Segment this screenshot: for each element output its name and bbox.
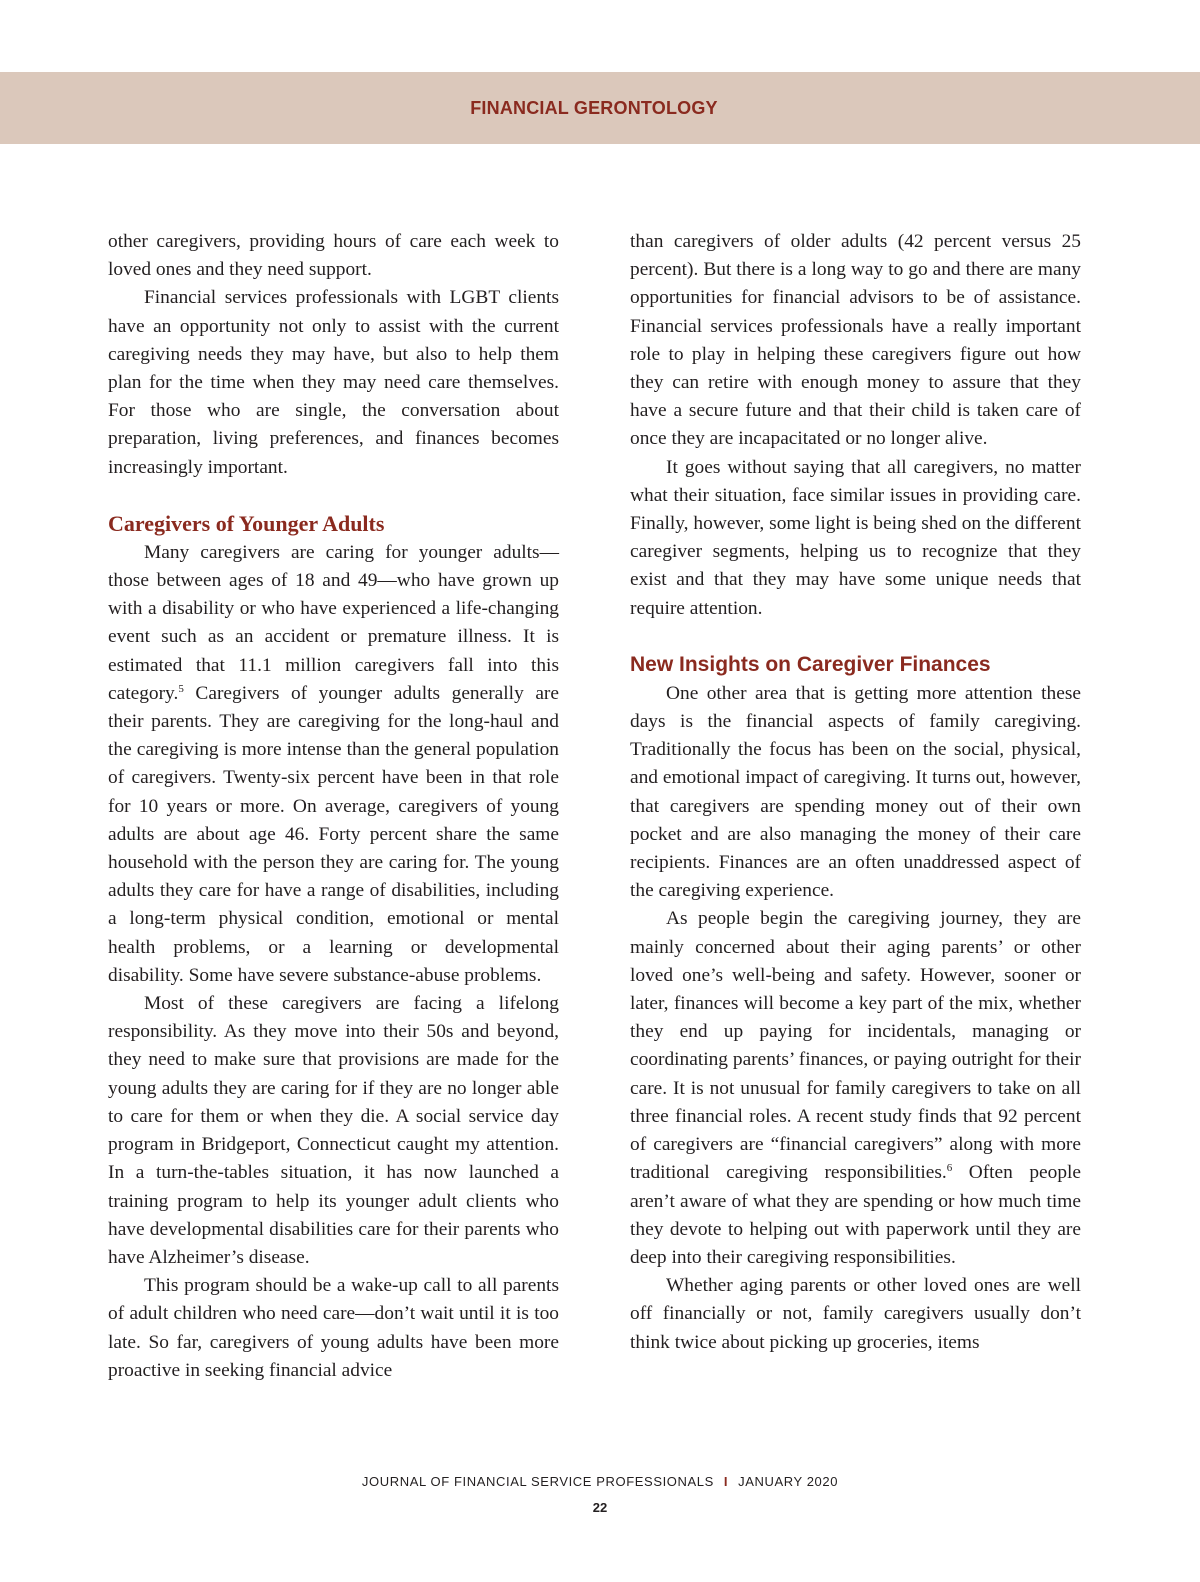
left-paragraph-4: Most of these caregivers are facing a lifelong responsibility. As they move into their 50s and beyond, they need to make sure that provisions are made for the young adults they are caring for if they are no longer able to care for them or when they die. A social service day program in Bridgeport, Connecticut caught my attention. In a turn-the-tables situation, it has now launched a training program to help its younger adult clients who have developmental disabilities care for their parents who have Alzheimer’s disease.: [108, 993, 559, 1268]
left-paragraph-3-part-a: Many caregivers are caring for younger adults—those between ages of 18 and 49—who have grown up with a disability or who have experienced a life-changing event such as an accident or premature illness. It is estimated that 11.1 million caregivers fall into this category.: [108, 541, 559, 704]
right-paragraph-4-part-b: Often people aren’t aware of what they are spending or how much time they devote to helping out with paperwork until they are deep into their caregiving responsibilities.: [630, 1162, 1082, 1268]
footnote-ref-6: 6: [946, 1162, 953, 1175]
footer-journal-name: JOURNAL OF FINANCIAL SERVICE PROFESSIONALS: [361, 1474, 714, 1489]
right-paragraph-1: than caregivers of older adults (42 percent versus 25 percent). But there is a long way to go and there are many opportunities for financial advisors to be of assistance. Financial services professionals have a really important role to play in helping these caregivers figure out how they can retire with enough money to assure that they have a secure future and that their child is taken care of once they are incapacitated or no longer alive.: [630, 231, 1081, 450]
left-paragraph-3-part-b: Caregivers of younger adults generally are their parents. They are caregiving for the long-haul and the caregiving is more intense than the general population of caregivers. Twenty-six percent have been in that role for 10 years or more. On average, caregivers of young adults are about age 46. Forty percent share the same household with the person they are caring for. The young adults they care for have a range of disabilities, including a long-term physical condition, emotional or mental health problems, or a learning or developmental disability. Some have severe substance-abuse problems.: [108, 682, 559, 986]
right-paragraph-3: One other area that is getting more attention these days is the financial aspects of family caregiving. Traditionally the focus has been on the social, physical, and emotional impact of caregiving. It turns out, however, that caregivers are spending money out of their own pocket and are also managing the money of their care recipients. Finances are an often unaddressed aspect of the caregiving experience.: [630, 682, 1082, 902]
page-footer: [0, 1474, 1200, 1489]
left-paragraph-1: other caregivers, providing hours of care each week to loved ones and they need support.: [108, 231, 559, 281]
section-heading-younger-adults: Caregivers of Younger Adults: [108, 510, 385, 536]
running-header-band: [0, 72, 1200, 144]
footer-separator: I: [723, 1474, 729, 1489]
right-paragraph-5: Whether aging parents or other loved ones are well off financially or not, family caregivers usually don’t think twice about picking up groceries, items: [630, 1275, 1081, 1353]
left-column: [108, 228, 559, 1385]
right-column: [630, 228, 1081, 1357]
left-paragraph-5: This program should be a wake-up call to all parents of adult children who need care—don’t wait until it is too late. So far, caregivers of young adults have been more proactive in seeking financial advice: [108, 1275, 559, 1381]
left-paragraph-3: [108, 539, 559, 990]
running-header-title: FINANCIAL GERONTOLOGY: [470, 97, 718, 118]
right-paragraph-4-part-a: As people begin the caregiving journey, they are mainly concerned about their aging parents’ or other loved one’s well-being and safety. However, sooner or later, finances will become a key part of the mix, whether they end up paying for incidentals, managing or coordinating parents’ finances, or paying outright for their care. It is not unusual for family caregivers to take on all three financial roles. A recent study finds that 92 percent of caregivers are “financial caregivers” along with more traditional caregiving responsibilities.: [630, 908, 1081, 1184]
right-paragraph-2: It goes without saying that all caregivers, no matter what their situation, face similar issues in providing care. Finally, however, some light is being shed on the different caregiver segments, helping us to recognize that they exist and that they may have some unique needs that require attention.: [630, 456, 1081, 619]
left-paragraph-2: Financial services professionals with LGBT clients have an opportunity not only to assist with the current caregiving needs they may have, but also to help them plan for the time when they may need care themselves. For those who are single, the conversation about preparation, living preferences, and finances becomes increasingly important.: [108, 287, 559, 478]
right-paragraph-4: [630, 905, 1081, 1272]
footer-date: JANUARY 2020: [738, 1474, 839, 1489]
section-heading-caregiver-finances: New Insights on Caregiver Finances: [630, 652, 991, 676]
page-number: 22: [592, 1500, 608, 1515]
footnote-ref-5: 5: [178, 682, 184, 695]
